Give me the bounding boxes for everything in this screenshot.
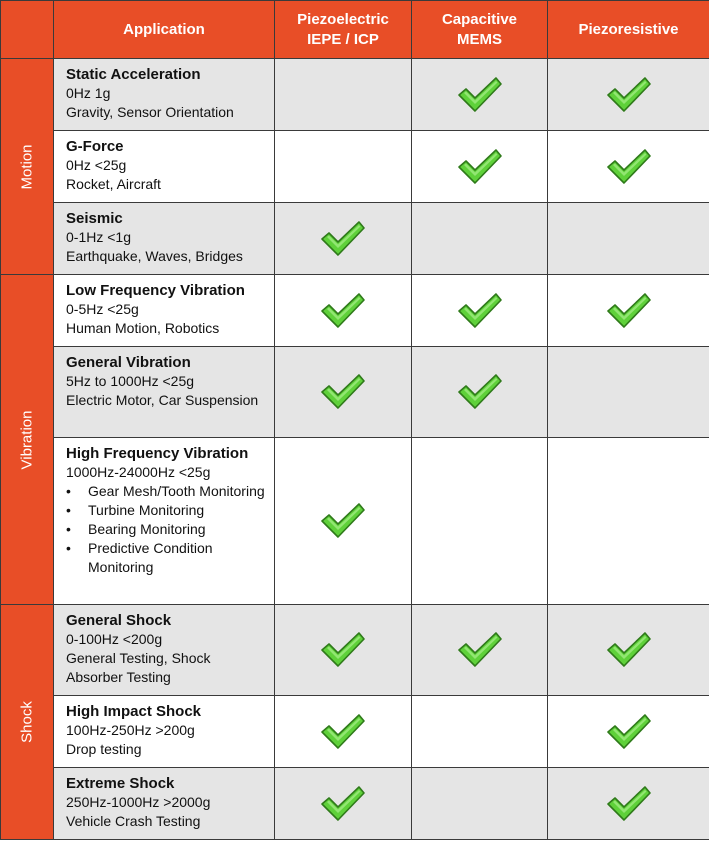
application-title: Static Acceleration <box>66 66 201 83</box>
piezoelectric-cell <box>275 605 412 696</box>
application-spec: 100Hz-250Hz >200g <box>66 722 195 738</box>
checkmark-icon <box>319 784 367 824</box>
capacitive-cell <box>412 59 548 131</box>
bullet-item: • Predictive Condition Monitoring <box>88 539 266 577</box>
header-capacitive: Capacitive MEMS <box>412 1 548 59</box>
table-row <box>1 59 709 131</box>
piezoelectric-cell <box>275 438 412 605</box>
checkmark-icon <box>605 75 653 115</box>
checkmark-icon <box>319 219 367 259</box>
group-label-text: Motion <box>18 143 36 190</box>
application-cell <box>54 59 275 131</box>
bullet-item: • Gear Mesh/Tooth Monitoring <box>88 482 266 501</box>
table-row <box>1 768 709 840</box>
capacitive-cell <box>412 131 548 203</box>
application-cell <box>54 203 275 275</box>
capacitive-cell <box>412 696 548 768</box>
checkmark-icon <box>605 712 653 752</box>
capacitive-cell <box>412 347 548 438</box>
table-body <box>1 59 709 840</box>
checkmark-icon <box>605 784 653 824</box>
checkmark-icon <box>605 291 653 331</box>
piezoelectric-cell <box>275 768 412 840</box>
piezoresistive-cell <box>548 131 709 203</box>
application-title: Extreme Shock <box>66 775 175 792</box>
checkmark-icon <box>456 75 504 115</box>
application-title: High Impact Shock <box>66 703 202 720</box>
application-cell <box>54 438 275 605</box>
group-label-motion <box>1 59 54 275</box>
bullet-item: • Turbine Monitoring <box>88 501 266 520</box>
piezoresistive-cell <box>548 203 709 275</box>
piezoresistive-cell <box>548 438 709 605</box>
piezoresistive-cell <box>548 768 709 840</box>
capacitive-cell <box>412 438 548 605</box>
piezoelectric-cell <box>275 59 412 131</box>
checkmark-icon <box>456 147 504 187</box>
application-cell <box>54 131 275 203</box>
checkmark-icon <box>456 291 504 331</box>
table-row <box>1 131 709 203</box>
header-row <box>1 1 709 59</box>
checkmark-icon <box>605 630 653 670</box>
piezoresistive-cell <box>548 605 709 696</box>
application-title: Low Frequency Vibration <box>66 282 245 299</box>
capacitive-cell <box>412 768 548 840</box>
application-spec: 0Hz 1g <box>66 85 111 101</box>
table-row <box>1 605 709 696</box>
checkmark-icon <box>319 630 367 670</box>
checkmark-icon <box>319 712 367 752</box>
application-spec: 0-5Hz <25g <box>66 301 139 317</box>
capacitive-cell <box>412 203 548 275</box>
checkmark-icon <box>456 630 504 670</box>
application-uses: Vehicle Crash Testing <box>66 813 201 829</box>
application-uses: Rocket, Aircraft <box>66 176 161 192</box>
header-piezoresistive: Piezoresistive <box>548 1 709 59</box>
application-uses: Drop testing <box>66 741 142 757</box>
application-spec: 250Hz-1000Hz >2000g <box>66 794 211 810</box>
piezoresistive-cell <box>548 59 709 131</box>
piezoelectric-cell <box>275 275 412 347</box>
checkmark-icon <box>605 147 653 187</box>
application-title: Seismic <box>66 210 123 227</box>
application-uses: Human Motion, Robotics <box>66 320 220 336</box>
table-row <box>1 438 709 605</box>
capacitive-cell <box>412 275 548 347</box>
bullet-item: • Bearing Monitoring <box>88 520 266 539</box>
application-cell <box>54 696 275 768</box>
application-uses: Gravity, Sensor Orientation <box>66 104 234 120</box>
application-cell <box>54 605 275 696</box>
piezoelectric-cell <box>275 203 412 275</box>
checkmark-icon <box>319 291 367 331</box>
checkmark-icon <box>319 501 367 541</box>
application-cell <box>54 768 275 840</box>
application-spec: 0Hz <25g <box>66 157 127 173</box>
table-row <box>1 275 709 347</box>
application-title: High Frequency Vibration <box>66 445 249 462</box>
application-uses: Electric Motor, Car Suspension <box>66 392 259 408</box>
application-uses: Earthquake, Waves, Bridges <box>66 248 243 264</box>
table-row <box>1 347 709 438</box>
application-title: General Vibration <box>66 354 191 371</box>
group-label-vibration <box>1 275 54 605</box>
group-label-shock <box>1 605 54 840</box>
table-row <box>1 203 709 275</box>
piezoelectric-cell <box>275 131 412 203</box>
application-title: G-Force <box>66 138 124 155</box>
application-title: General Shock <box>66 612 172 629</box>
piezoresistive-cell <box>548 696 709 768</box>
application-cell <box>54 275 275 347</box>
piezoelectric-cell <box>275 347 412 438</box>
group-label-text: Vibration <box>18 410 36 469</box>
application-spec: 1000Hz-24000Hz <25g <box>66 464 211 480</box>
table-row <box>1 696 709 768</box>
piezoresistive-cell <box>548 275 709 347</box>
group-label-text: Shock <box>18 701 36 743</box>
application-bullets <box>66 482 266 577</box>
checkmark-icon <box>319 372 367 412</box>
application-spec: 0-100Hz <200g <box>66 631 163 647</box>
application-spec: 0-1Hz <1g <box>66 229 131 245</box>
piezoresistive-cell <box>548 347 709 438</box>
application-cell <box>54 347 275 438</box>
application-uses: General Testing, Shock Absorber Testing <box>66 650 211 685</box>
capacitive-cell <box>412 605 548 696</box>
piezoelectric-cell <box>275 696 412 768</box>
application-spec: 5Hz to 1000Hz <25g <box>66 373 195 389</box>
header-application: Application <box>54 1 275 59</box>
header-piezoelectric: Piezoelectric IEPE / ICP <box>275 1 412 59</box>
checkmark-icon <box>456 372 504 412</box>
header-corner <box>1 1 54 59</box>
